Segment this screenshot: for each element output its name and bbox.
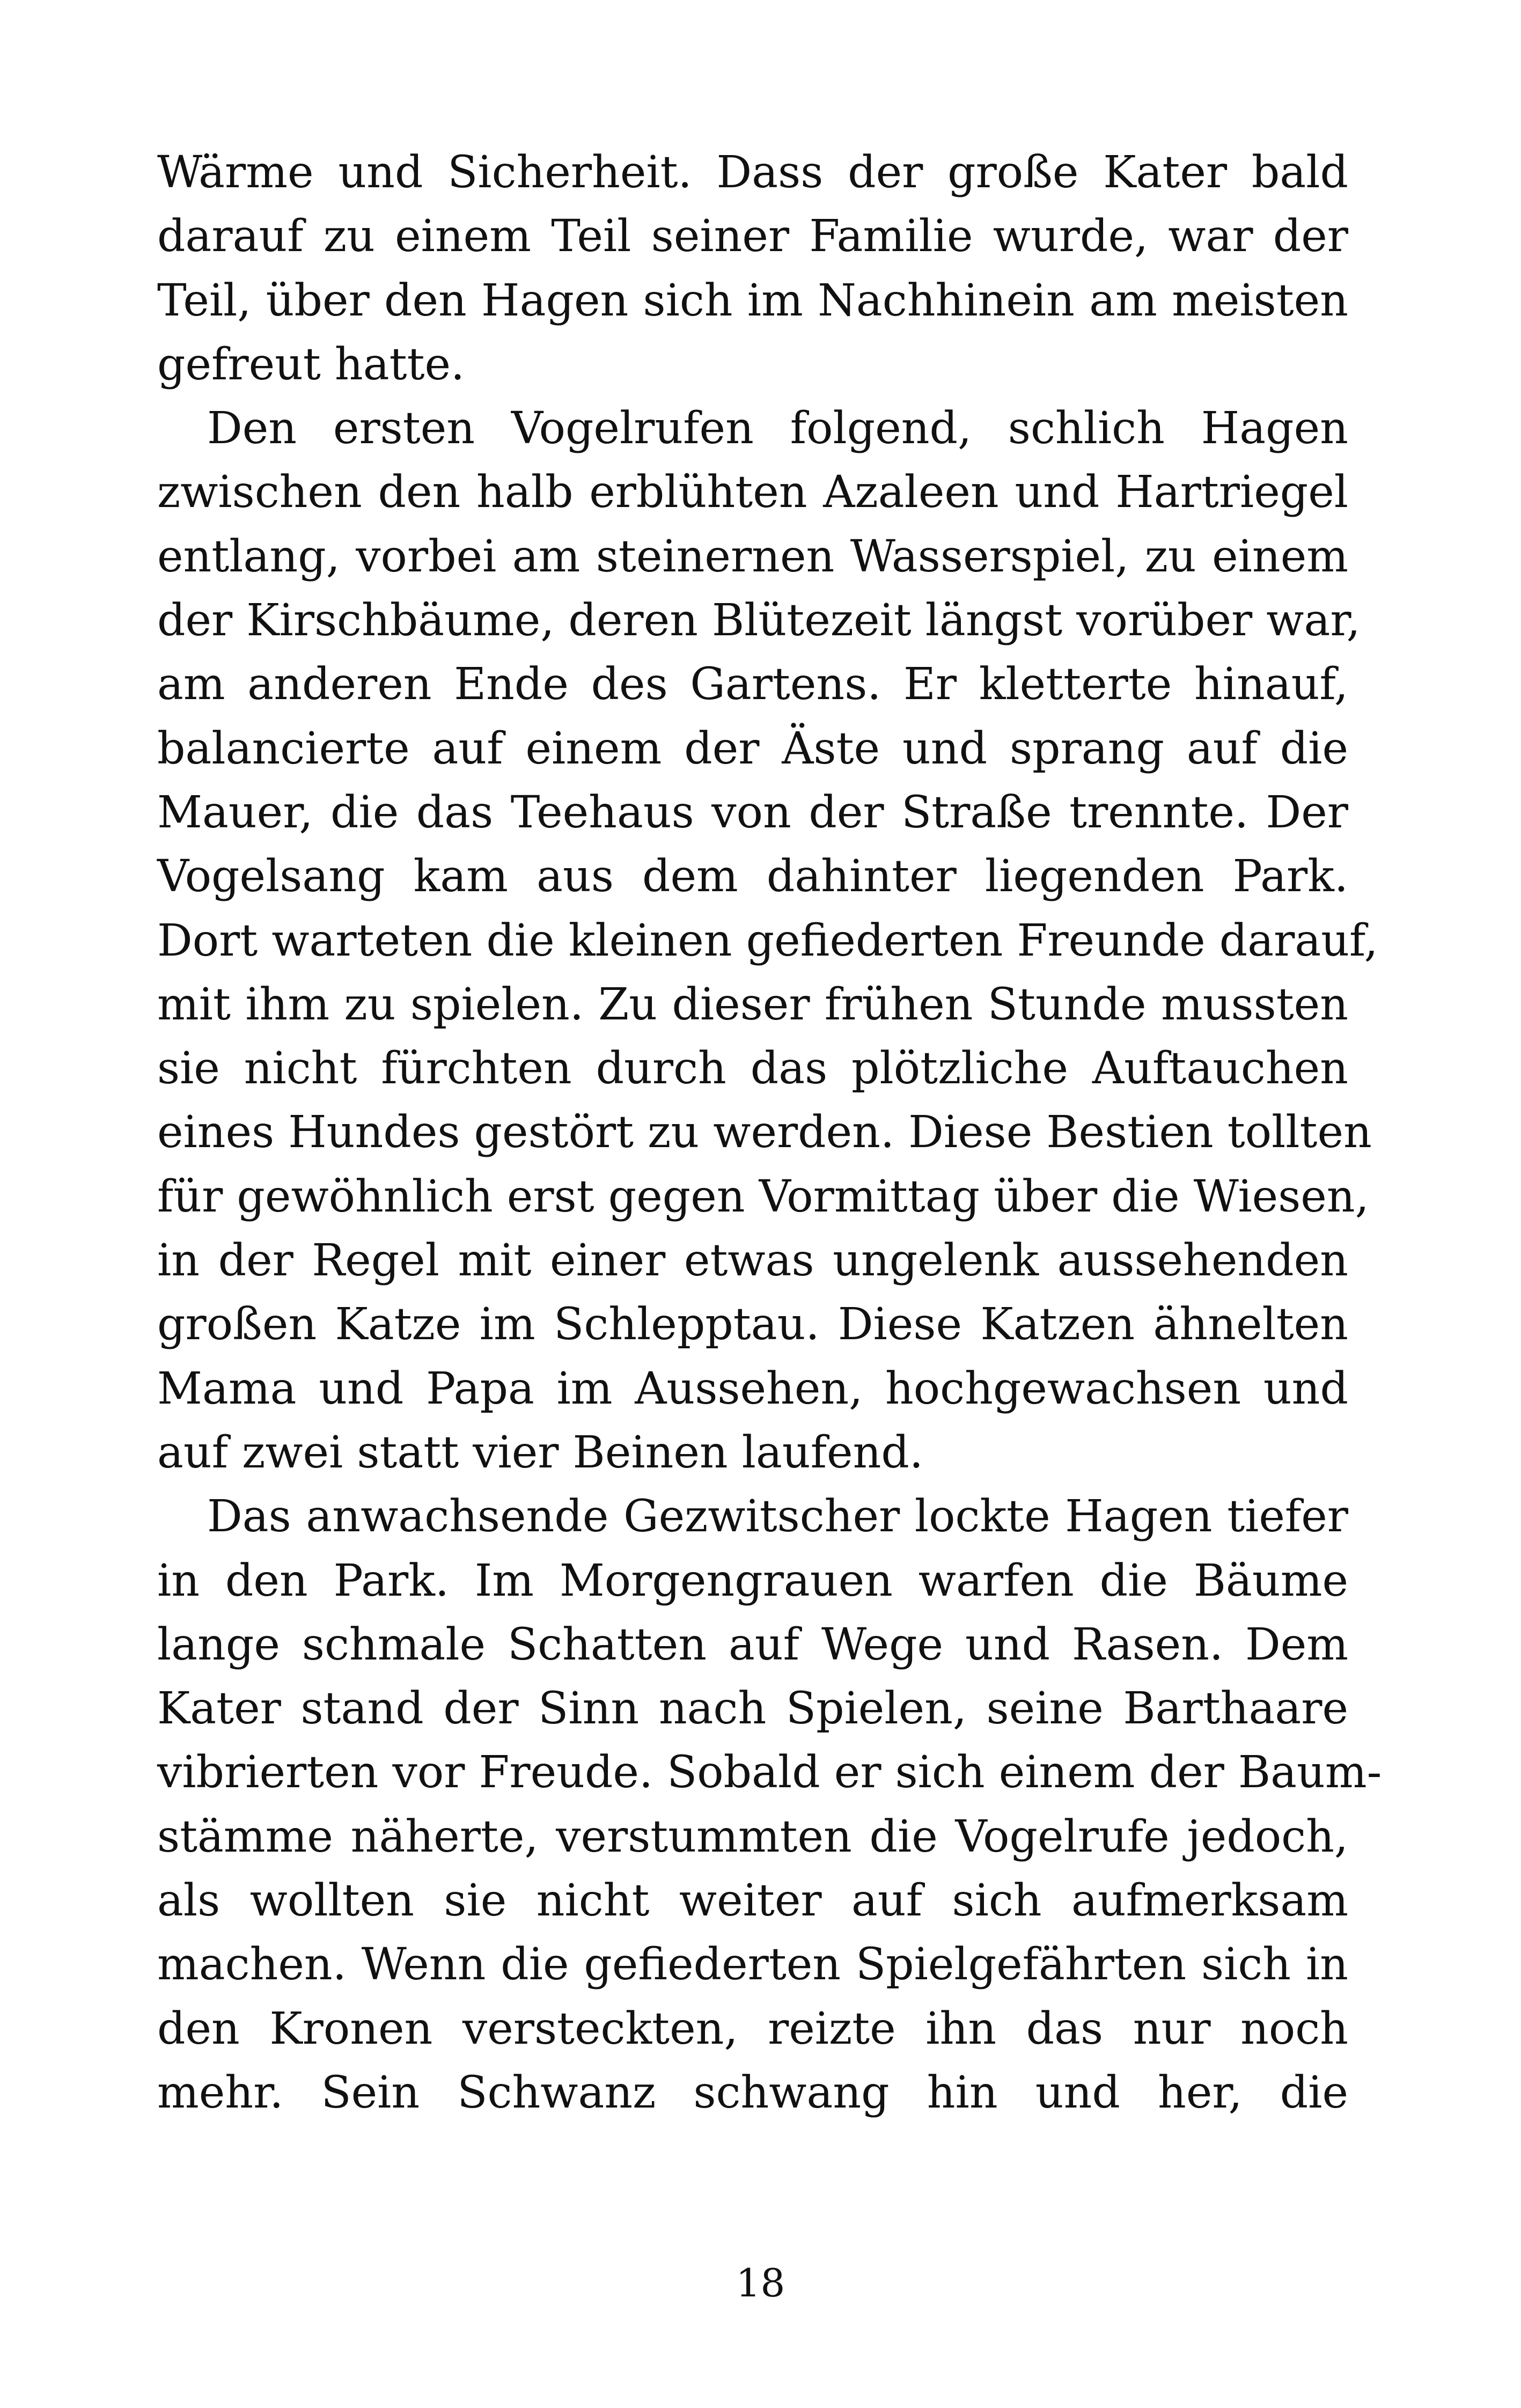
text-line: eines Hundes gestört zu werden. Diese Bestien tollten xyxy=(157,1107,1372,1158)
text-line: stämme näherte, verstummten die Vogelrufe jedoch, xyxy=(157,1811,1348,1862)
text-line: Mauer, die das Teehaus von der Straße trennte. Der xyxy=(157,787,1348,838)
text-line: Den ersten Vogelrufen folgend, schlich Hagen xyxy=(207,403,1348,454)
text-line: Teil, über den Hagen sich im Nachhinein am meisten xyxy=(157,275,1348,326)
text-line: zwischen den halb erblühten Azaleen und Hartriegel xyxy=(157,467,1348,518)
text-line: darauf zu einem Teil seiner Familie wurde, war der xyxy=(157,211,1348,262)
text-line: Vogelsang kam aus dem dahinter liegenden Park. xyxy=(157,851,1348,902)
text-line: lange schmale Schatten auf Wege und Rasen. Dem xyxy=(157,1619,1348,1670)
text-line: den Kronen versteckten, reizte ihn das nur noch xyxy=(157,2003,1348,2054)
text-line: in den Park. Im Morgengrauen warfen die Bäume xyxy=(157,1555,1348,1606)
text-line: mehr. Sein Schwanz schwang hin und her, die xyxy=(157,2067,1348,2118)
text-line: Kater stand der Sinn nach Spielen, seine Barthaare xyxy=(157,1683,1348,1735)
text-line: vibrierten vor Freude. Sobald er sich einem der Baum- xyxy=(157,1747,1382,1798)
text-line: großen Katze im Schlepptau. Diese Katzen ähnelten xyxy=(157,1299,1348,1350)
text-line: sie nicht fürchten durch das plötzliche Auftauchen xyxy=(157,1043,1348,1095)
text-line: in der Regel mit einer etwas ungelenk aussehenden xyxy=(157,1235,1348,1287)
text-line: der Kirschbäume, deren Blütezeit längst vorüber war, xyxy=(157,595,1361,647)
page-number: 18 xyxy=(736,2260,785,2306)
body-text xyxy=(157,141,1382,2125)
text-line: Das anwachsende Gezwitscher lockte Hagen tiefer xyxy=(207,1491,1348,1543)
text-line: Mama und Papa im Aussehen, hochgewachsen und xyxy=(157,1363,1348,1414)
text-line: entlang, vorbei am steinernen Wasserspiel, zu einem xyxy=(157,531,1348,582)
text-line: am anderen Ende des Gartens. Er kletterte hinauf, xyxy=(157,659,1348,710)
text-line: für gewöhnlich erst gegen Vormittag über die Wiesen, xyxy=(157,1171,1369,1222)
text-line: als wollten sie nicht weiter auf sich aufmerksam xyxy=(157,1875,1348,1927)
text-line: gefreut hatte. xyxy=(157,339,465,390)
text-line: auf zwei statt vier Beinen laufend. xyxy=(157,1427,923,1478)
text-line: balancierte auf einem der Äste und sprang auf die xyxy=(157,723,1348,774)
text-line: mit ihm zu spielen. Zu dieser frühen Stunde mussten xyxy=(157,979,1348,1030)
text-line: Wärme und Sicherheit. Dass der große Kater bald xyxy=(157,147,1348,198)
text-line: Dort warteten die kleinen gefiederten Freunde darauf, xyxy=(157,915,1378,966)
text-line: machen. Wenn die gefiederten Spielgefährten sich in xyxy=(157,1939,1348,1991)
